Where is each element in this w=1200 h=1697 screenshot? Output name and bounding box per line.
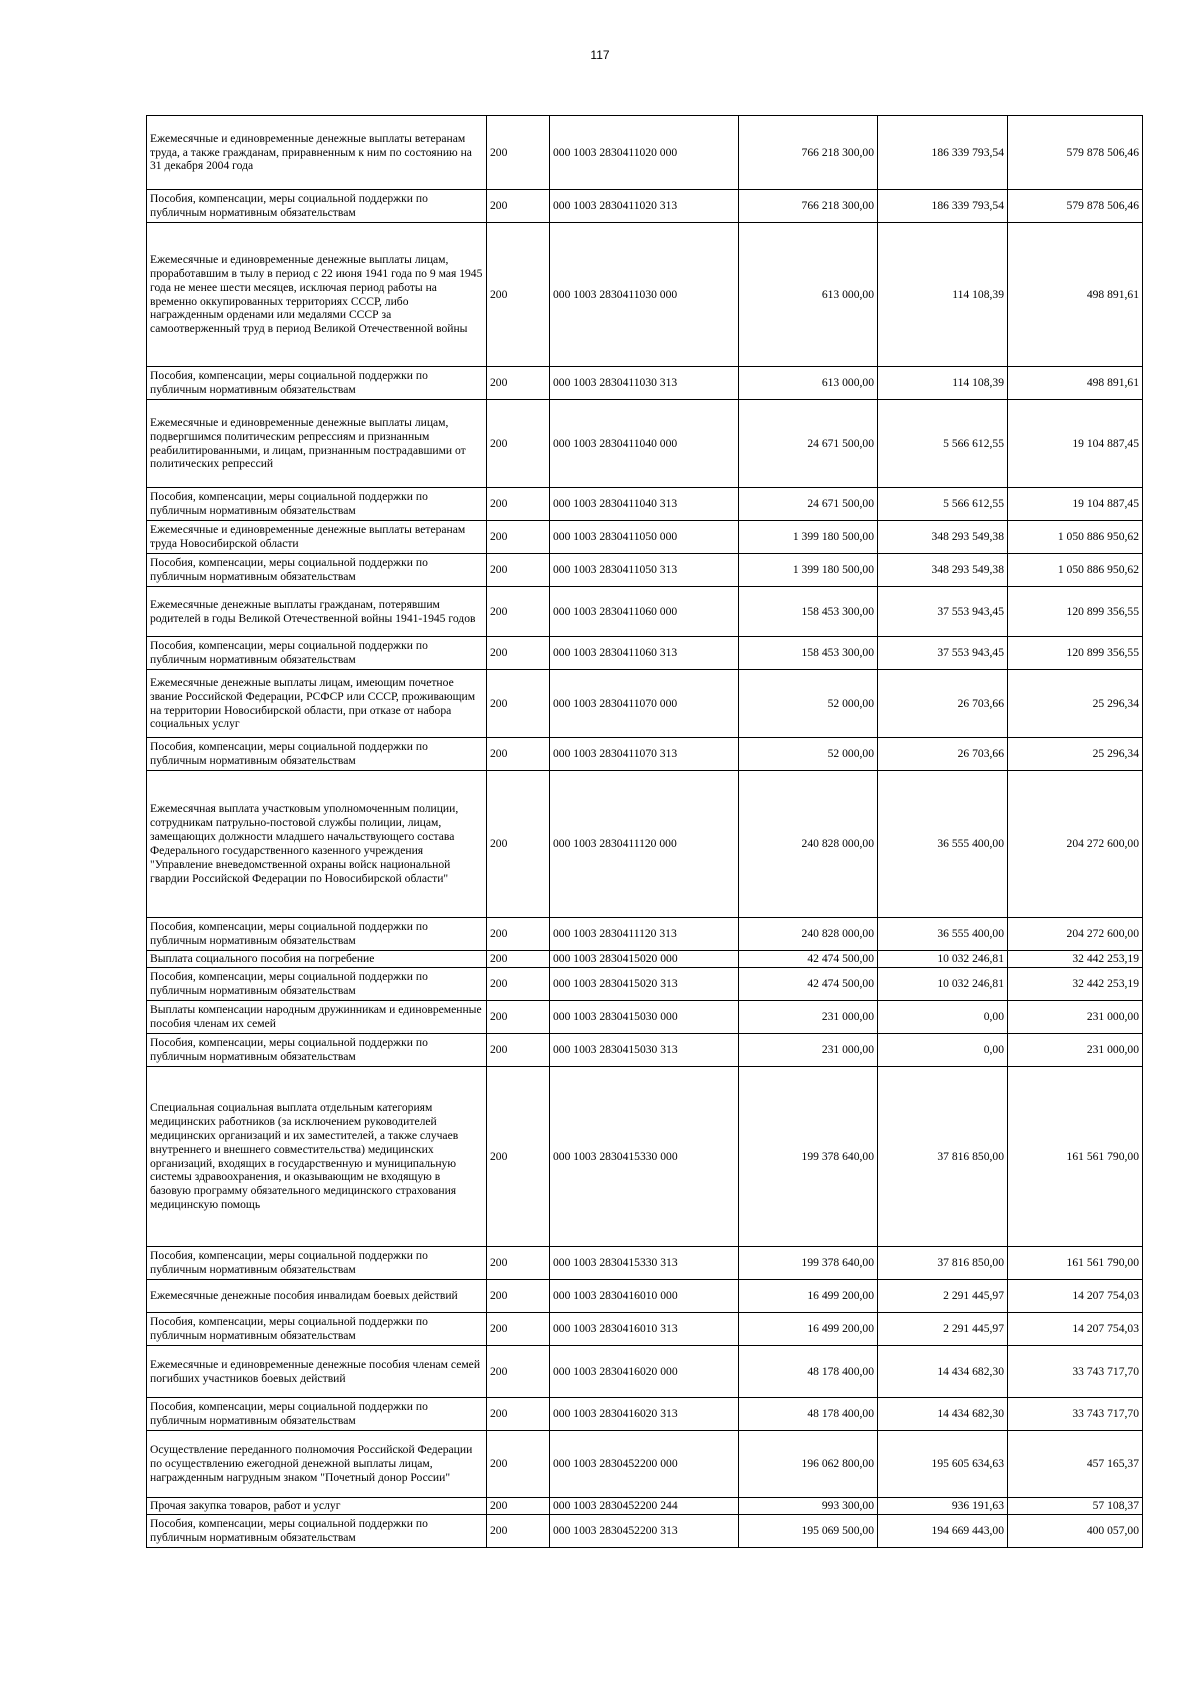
executed-amount-cell: 14 434 682,30 [878,1346,1008,1398]
approved-amount-cell: 52 000,00 [739,738,878,771]
line-code-cell: 200 [487,400,550,488]
line-code-cell: 200 [487,951,550,968]
unexecuted-amount-cell: 57 108,37 [1008,1498,1143,1515]
expense-name-cell: Ежемесячные и единовременные денежные выплаты ветеранам труда Новосибирской области [147,521,487,554]
expense-name-cell: Пособия, компенсации, меры социальной поддержки по публичным нормативным обязательствам [147,1398,487,1431]
classification-code-cell: 000 1003 2830411040 313 [550,488,739,521]
approved-amount-cell: 993 300,00 [739,1498,878,1515]
approved-amount-cell: 240 828 000,00 [739,771,878,918]
line-code-cell: 200 [487,521,550,554]
executed-amount-cell: 0,00 [878,1001,1008,1034]
expense-name-cell: Пособия, компенсации, меры социальной поддержки по публичным нормативным обязательствам [147,1515,487,1548]
line-code-cell: 200 [487,1431,550,1498]
approved-amount-cell: 613 000,00 [739,223,878,367]
table-row [147,670,1143,738]
classification-code-cell: 000 1003 2830411070 313 [550,738,739,771]
line-code-cell: 200 [487,367,550,400]
expense-name-cell: Пособия, компенсации, меры социальной поддержки по публичным нормативным обязательствам [147,554,487,587]
table-row [147,1498,1143,1515]
approved-amount-cell: 195 069 500,00 [739,1515,878,1548]
table-row [147,1001,1143,1034]
classification-code-cell: 000 1003 2830415020 313 [550,968,739,1001]
table-row [147,951,1143,968]
approved-amount-cell: 158 453 300,00 [739,637,878,670]
classification-code-cell: 000 1003 2830416010 313 [550,1313,739,1346]
table-row [147,1313,1143,1346]
classification-code-cell: 000 1003 2830411020 313 [550,190,739,223]
classification-code-cell: 000 1003 2830411030 313 [550,367,739,400]
executed-amount-cell: 10 032 246,81 [878,951,1008,968]
executed-amount-cell: 36 555 400,00 [878,771,1008,918]
approved-amount-cell: 52 000,00 [739,670,878,738]
table-row [147,1398,1143,1431]
expense-name-cell: Специальная социальная выплата отдельным категориям медицинских работников (за исключением руководителей медицинских организаций и их заместителей, а также случаев внутреннего и внешнего совместительства) медицинских организаций, входящих в государственную и муниципальную системы здравоохранения, и оказывающим не входящую в базовую программу обязательного медицинского страхования медицинскую помощь [147,1067,487,1247]
table-row [147,738,1143,771]
executed-amount-cell: 5 566 612,55 [878,488,1008,521]
table-row [147,400,1143,488]
executed-amount-cell: 26 703,66 [878,670,1008,738]
expense-name-cell: Ежемесячные и единовременные денежные пособия членам семей погибших участников боевых действий [147,1346,487,1398]
classification-code-cell: 000 1003 2830452200 244 [550,1498,739,1515]
approved-amount-cell: 1 399 180 500,00 [739,554,878,587]
executed-amount-cell: 5 566 612,55 [878,400,1008,488]
unexecuted-amount-cell: 33 743 717,70 [1008,1398,1143,1431]
classification-code-cell: 000 1003 2830452200 000 [550,1431,739,1498]
table-row [147,1280,1143,1313]
executed-amount-cell: 26 703,66 [878,738,1008,771]
unexecuted-amount-cell: 120 899 356,55 [1008,587,1143,637]
executed-amount-cell: 37 553 943,45 [878,637,1008,670]
unexecuted-amount-cell: 498 891,61 [1008,223,1143,367]
line-code-cell: 200 [487,554,550,587]
unexecuted-amount-cell: 498 891,61 [1008,367,1143,400]
unexecuted-amount-cell: 231 000,00 [1008,1001,1143,1034]
unexecuted-amount-cell: 457 165,37 [1008,1431,1143,1498]
line-code-cell: 200 [487,1398,550,1431]
classification-code-cell: 000 1003 2830411050 313 [550,554,739,587]
expense-name-cell: Выплаты компенсации народным дружинникам и единовременные пособия членам их семей [147,1001,487,1034]
classification-code-cell: 000 1003 2830416020 313 [550,1398,739,1431]
unexecuted-amount-cell: 204 272 600,00 [1008,771,1143,918]
unexecuted-amount-cell: 400 057,00 [1008,1515,1143,1548]
executed-amount-cell: 0,00 [878,1034,1008,1067]
expense-name-cell: Ежемесячные денежные выплаты лицам, имеющим почетное звание Российской Федерации, РСФСР или СССР, проживающим на территории Новосибирской области, при отказе от набора социальных услуг [147,670,487,738]
unexecuted-amount-cell: 161 561 790,00 [1008,1247,1143,1280]
executed-amount-cell: 114 108,39 [878,367,1008,400]
executed-amount-cell: 186 339 793,54 [878,190,1008,223]
expense-name-cell: Выплата социального пособия на погребение [147,951,487,968]
classification-code-cell: 000 1003 2830411040 000 [550,400,739,488]
expense-name-cell: Пособия, компенсации, меры социальной поддержки по публичным нормативным обязательствам [147,190,487,223]
table-row [147,116,1143,190]
approved-amount-cell: 1 399 180 500,00 [739,521,878,554]
classification-code-cell: 000 1003 2830415330 000 [550,1067,739,1247]
expense-name-cell: Пособия, компенсации, меры социальной поддержки по публичным нормативным обязательствам [147,367,487,400]
line-code-cell: 200 [487,1034,550,1067]
expense-name-cell: Ежемесячная выплата участковым уполномоченным полиции, сотрудникам патрульно-постовой службы полиции, лицам, замещающих должности младшего начальствующего состава Федерального государственного казенного учреждения "Управление вневедомственной охраны войск национальной гвардии Российской Федерации по Новосибирской области" [147,771,487,918]
executed-amount-cell: 936 191,63 [878,1498,1008,1515]
expense-name-cell: Ежемесячные денежные пособия инвалидам боевых действий [147,1280,487,1313]
unexecuted-amount-cell: 19 104 887,45 [1008,488,1143,521]
approved-amount-cell: 196 062 800,00 [739,1431,878,1498]
classification-code-cell: 000 1003 2830415020 000 [550,951,739,968]
approved-amount-cell: 42 474 500,00 [739,951,878,968]
line-code-cell: 200 [487,738,550,771]
unexecuted-amount-cell: 25 296,34 [1008,738,1143,771]
line-code-cell: 200 [487,190,550,223]
line-code-cell: 200 [487,968,550,1001]
unexecuted-amount-cell: 25 296,34 [1008,670,1143,738]
line-code-cell: 200 [487,771,550,918]
classification-code-cell: 000 1003 2830411050 000 [550,521,739,554]
executed-amount-cell: 2 291 445,97 [878,1313,1008,1346]
line-code-cell: 200 [487,116,550,190]
table-row [147,1346,1143,1398]
expense-name-cell: Пособия, компенсации, меры социальной поддержки по публичным нормативным обязательствам [147,488,487,521]
executed-amount-cell: 37 553 943,45 [878,587,1008,637]
table-row [147,190,1143,223]
line-code-cell: 200 [487,1498,550,1515]
line-code-cell: 200 [487,488,550,521]
table-row [147,521,1143,554]
table-row [147,1247,1143,1280]
approved-amount-cell: 766 218 300,00 [739,116,878,190]
classification-code-cell: 000 1003 2830416010 000 [550,1280,739,1313]
line-code-cell: 200 [487,670,550,738]
approved-amount-cell: 231 000,00 [739,1001,878,1034]
unexecuted-amount-cell: 14 207 754,03 [1008,1280,1143,1313]
expense-name-cell: Пособия, компенсации, меры социальной поддержки по публичным нормативным обязательствам [147,738,487,771]
table-body [147,116,1143,1548]
unexecuted-amount-cell: 1 050 886 950,62 [1008,554,1143,587]
table-row [147,1034,1143,1067]
executed-amount-cell: 37 816 850,00 [878,1067,1008,1247]
approved-amount-cell: 16 499 200,00 [739,1280,878,1313]
line-code-cell: 200 [487,1280,550,1313]
line-code-cell: 200 [487,1515,550,1548]
expense-name-cell: Пособия, компенсации, меры социальной поддержки по публичным нормативным обязательствам [147,1247,487,1280]
line-code-cell: 200 [487,1313,550,1346]
approved-amount-cell: 199 378 640,00 [739,1067,878,1247]
unexecuted-amount-cell: 579 878 506,46 [1008,190,1143,223]
expense-name-cell: Пособия, компенсации, меры социальной поддержки по публичным нормативным обязательствам [147,968,487,1001]
table-row [147,1067,1143,1247]
approved-amount-cell: 231 000,00 [739,1034,878,1067]
table-row [147,1431,1143,1498]
executed-amount-cell: 348 293 549,38 [878,554,1008,587]
page-number: 117 [590,48,610,62]
executed-amount-cell: 348 293 549,38 [878,521,1008,554]
approved-amount-cell: 240 828 000,00 [739,918,878,951]
expense-name-cell: Ежемесячные и единовременные денежные выплаты лицам, проработавшим в тылу в период с 22 июня 1941 года по 9 мая 1945 года не менее шести месяцев, исключая период работы на временно оккупированных территориях СССР, либо награжденным орденами или медалями СССР за самоотверженный труд в период Великой Отечественной войны [147,223,487,367]
executed-amount-cell: 186 339 793,54 [878,116,1008,190]
unexecuted-amount-cell: 161 561 790,00 [1008,1067,1143,1247]
executed-amount-cell: 2 291 445,97 [878,1280,1008,1313]
approved-amount-cell: 613 000,00 [739,367,878,400]
unexecuted-amount-cell: 19 104 887,45 [1008,400,1143,488]
table-row [147,918,1143,951]
unexecuted-amount-cell: 33 743 717,70 [1008,1346,1143,1398]
table-row [147,554,1143,587]
unexecuted-amount-cell: 32 442 253,19 [1008,951,1143,968]
table-row [147,771,1143,918]
classification-code-cell: 000 1003 2830411070 000 [550,670,739,738]
table-row [147,223,1143,367]
classification-code-cell: 000 1003 2830415030 313 [550,1034,739,1067]
approved-amount-cell: 199 378 640,00 [739,1247,878,1280]
approved-amount-cell: 158 453 300,00 [739,587,878,637]
classification-code-cell: 000 1003 2830452200 313 [550,1515,739,1548]
expense-name-cell: Ежемесячные денежные выплаты гражданам, потерявшим родителей в годы Великой Отечественной войны 1941-1945 годов [147,587,487,637]
unexecuted-amount-cell: 120 899 356,55 [1008,637,1143,670]
expense-name-cell: Прочая закупка товаров, работ и услуг [147,1498,487,1515]
approved-amount-cell: 16 499 200,00 [739,1313,878,1346]
line-code-cell: 200 [487,637,550,670]
classification-code-cell: 000 1003 2830415030 000 [550,1001,739,1034]
table-row [147,968,1143,1001]
classification-code-cell: 000 1003 2830411120 313 [550,918,739,951]
table-row [147,488,1143,521]
unexecuted-amount-cell: 579 878 506,46 [1008,116,1143,190]
line-code-cell: 200 [487,587,550,637]
line-code-cell: 200 [487,1067,550,1247]
unexecuted-amount-cell: 231 000,00 [1008,1034,1143,1067]
unexecuted-amount-cell: 1 050 886 950,62 [1008,521,1143,554]
expense-name-cell: Ежемесячные и единовременные денежные выплаты ветеранам труда, а также гражданам, приравненным к ним по состоянию на 31 декабря 2004 года [147,116,487,190]
executed-amount-cell: 195 605 634,63 [878,1431,1008,1498]
expense-name-cell: Пособия, компенсации, меры социальной поддержки по публичным нормативным обязательствам [147,918,487,951]
line-code-cell: 200 [487,918,550,951]
executed-amount-cell: 14 434 682,30 [878,1398,1008,1431]
table-row [147,637,1143,670]
budget-execution-table [146,115,1143,1548]
unexecuted-amount-cell: 204 272 600,00 [1008,918,1143,951]
classification-code-cell: 000 1003 2830411060 000 [550,587,739,637]
unexecuted-amount-cell: 32 442 253,19 [1008,968,1143,1001]
line-code-cell: 200 [487,1001,550,1034]
approved-amount-cell: 48 178 400,00 [739,1398,878,1431]
expense-name-cell: Ежемесячные и единовременные денежные выплаты лицам, подвергшимся политическим репрессиям и признанным реабилитированными, и лицам, признанным пострадавшими от политических репрессий [147,400,487,488]
approved-amount-cell: 24 671 500,00 [739,488,878,521]
expense-name-cell: Пособия, компенсации, меры социальной поддержки по публичным нормативным обязательствам [147,1034,487,1067]
table-row [147,1515,1143,1548]
classification-code-cell: 000 1003 2830415330 313 [550,1247,739,1280]
expense-name-cell: Пособия, компенсации, меры социальной поддержки по публичным нормативным обязательствам [147,1313,487,1346]
classification-code-cell: 000 1003 2830411020 000 [550,116,739,190]
classification-code-cell: 000 1003 2830411120 000 [550,771,739,918]
classification-code-cell: 000 1003 2830411030 000 [550,223,739,367]
classification-code-cell: 000 1003 2830411060 313 [550,637,739,670]
executed-amount-cell: 114 108,39 [878,223,1008,367]
executed-amount-cell: 36 555 400,00 [878,918,1008,951]
expense-name-cell: Осуществление переданного полномочия Российской Федерации по осуществлению ежегодной денежной выплаты лицам, награжденным нагрудным знаком "Почетный донор России" [147,1431,487,1498]
approved-amount-cell: 42 474 500,00 [739,968,878,1001]
approved-amount-cell: 48 178 400,00 [739,1346,878,1398]
executed-amount-cell: 194 669 443,00 [878,1515,1008,1548]
line-code-cell: 200 [487,223,550,367]
unexecuted-amount-cell: 14 207 754,03 [1008,1313,1143,1346]
table-row [147,367,1143,400]
table-row [147,587,1143,637]
executed-amount-cell: 10 032 246,81 [878,968,1008,1001]
executed-amount-cell: 37 816 850,00 [878,1247,1008,1280]
line-code-cell: 200 [487,1346,550,1398]
line-code-cell: 200 [487,1247,550,1280]
classification-code-cell: 000 1003 2830416020 000 [550,1346,739,1398]
expense-name-cell: Пособия, компенсации, меры социальной поддержки по публичным нормативным обязательствам [147,637,487,670]
approved-amount-cell: 766 218 300,00 [739,190,878,223]
approved-amount-cell: 24 671 500,00 [739,400,878,488]
